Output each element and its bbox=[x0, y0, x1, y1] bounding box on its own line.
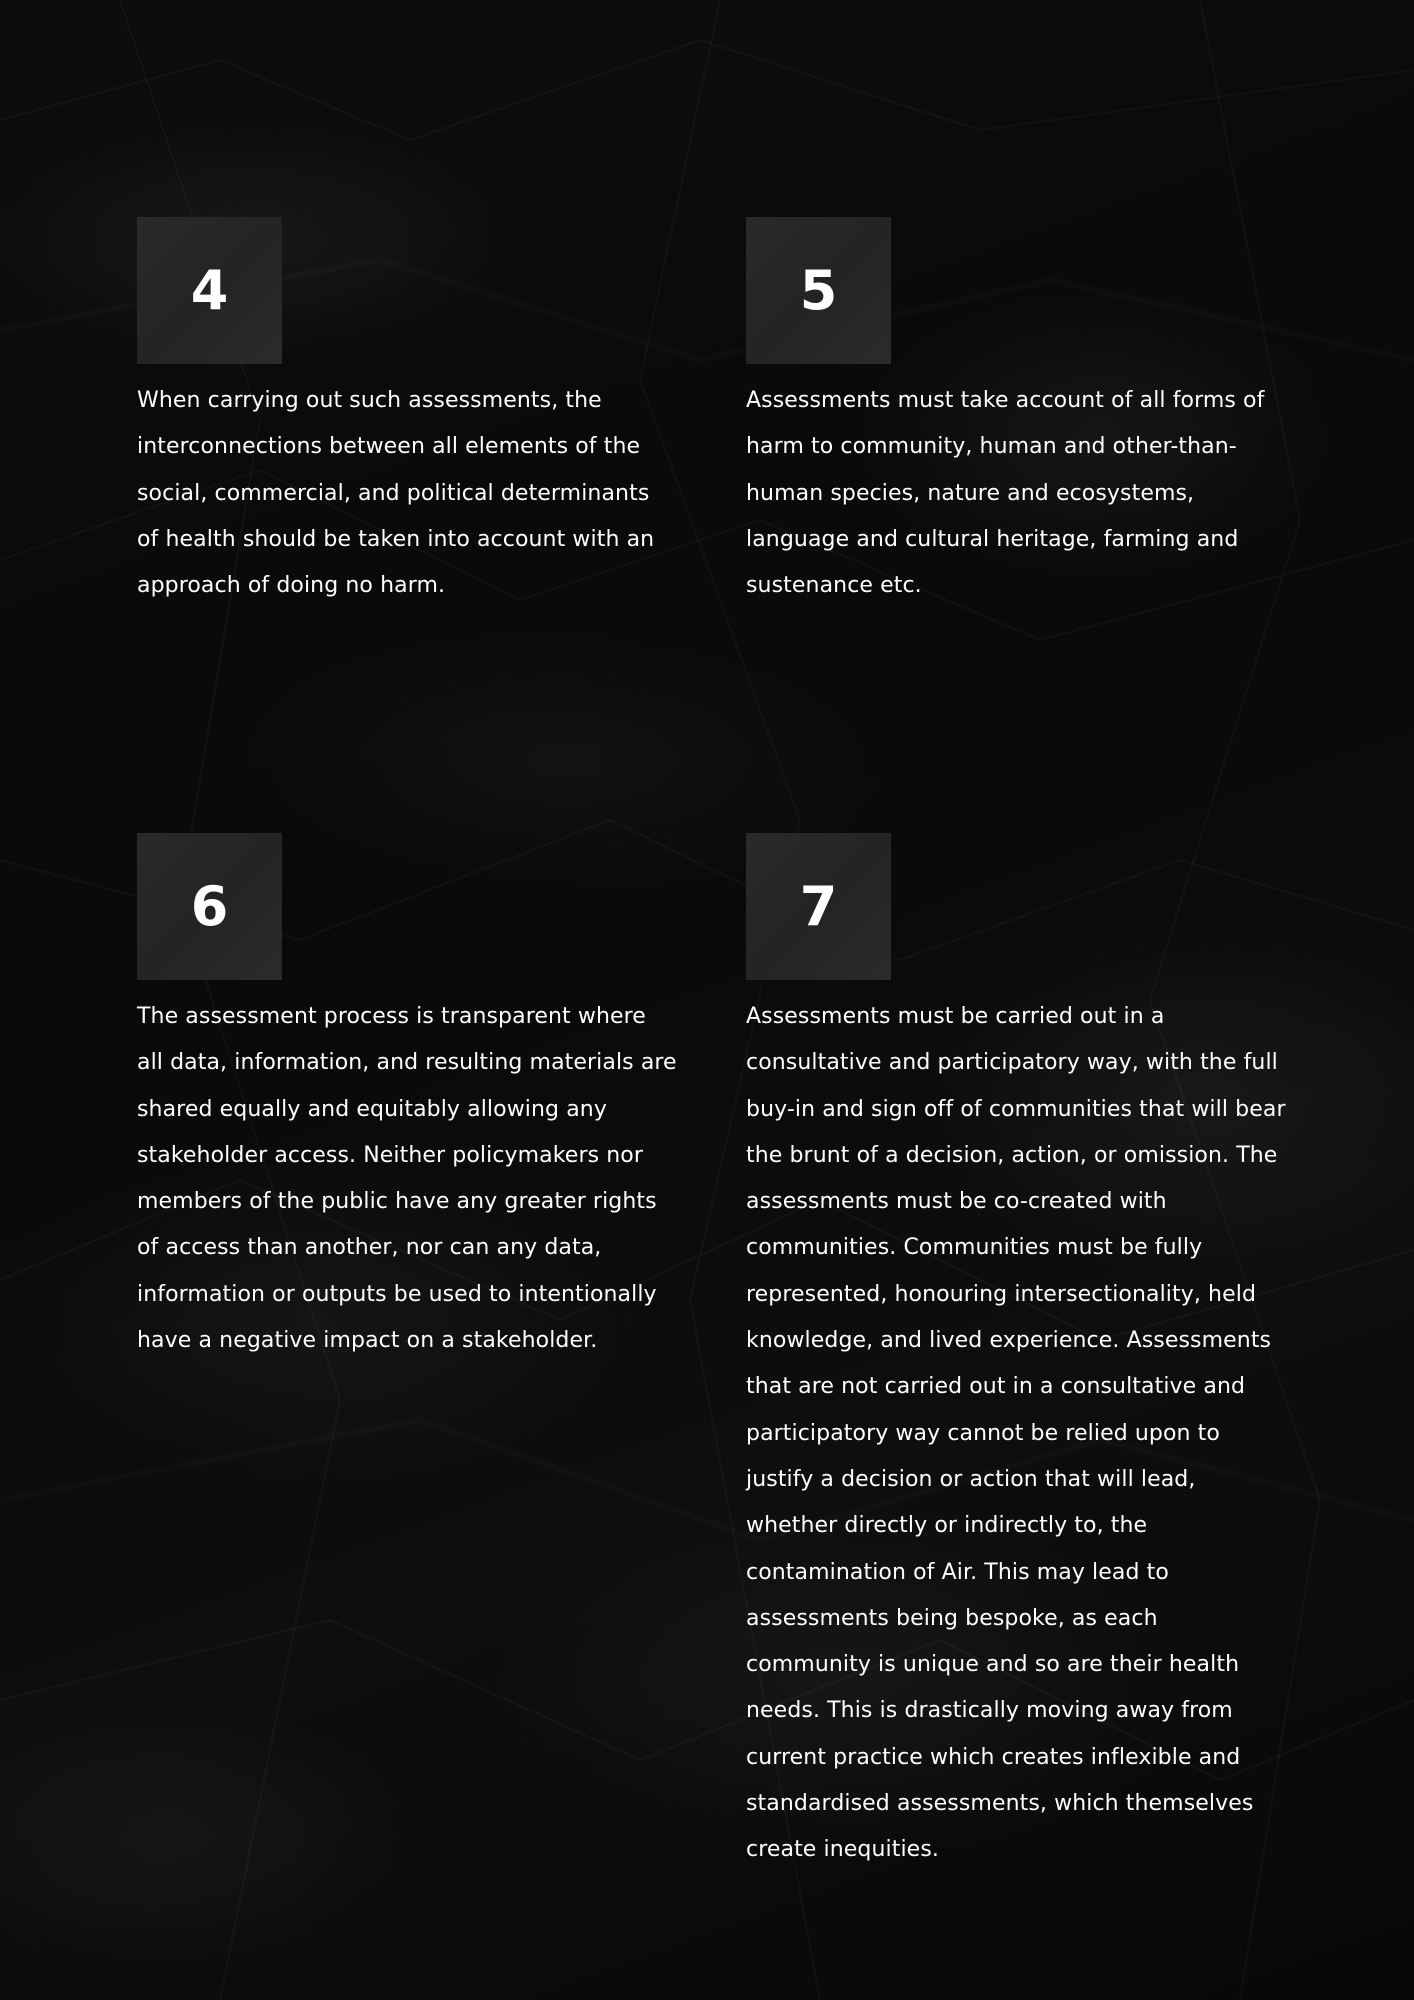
principle-text: When carrying out such assessments, the interconnections between all elements of the social, commercial, and political determinants of health should be taken into account with an approach of doing no harm. bbox=[137, 388, 655, 599]
principle-card-7 bbox=[746, 833, 1286, 1896]
principle-number: 7 bbox=[799, 874, 838, 938]
principle-text: Assessments must be carried out in a consultative and participatory way, with the full buy-in and sign off of communities that will bear the brunt of a decision, action, or omission. The assessments must be co-created with communities. Communities must be fully represented, honouring intersectionality, held knowledge, and lived experience. Assessments that are not carried out in a consultative and participatory way cannot be relied upon to justify a decision or action that will lead, whether directly or indirectly to, the contamination of Air. This may lead to assessments being bespoke, as each community is unique and so are their health needs. This is drastically moving away from current practice which creates inflexible and standardised assessments, which themselves create inequities. bbox=[746, 1004, 1286, 1863]
principle-number: 5 bbox=[799, 258, 838, 322]
principle-text: Assessments must take account of all forms of harm to community, human and other-than-human species, nature and ecosystems, language and cultural heritage, farming and sustenance etc. bbox=[746, 388, 1265, 599]
number-box bbox=[137, 833, 282, 980]
principle-card-4 bbox=[137, 217, 677, 631]
principle-card-5 bbox=[746, 217, 1286, 631]
principle-text: The assessment process is transparent where all data, information, and resulting materials are shared equally and equitably allowing any stakeholder access. Neither policymakers nor members of the public have any greater rights of access than another, nor can any data, information or outputs be used to intentionally have a negative impact on a stakeholder. bbox=[137, 1004, 677, 1354]
principle-number: 4 bbox=[190, 258, 229, 322]
principle-card-6 bbox=[137, 833, 677, 1386]
number-box bbox=[137, 217, 282, 364]
number-box bbox=[746, 217, 891, 364]
number-box bbox=[746, 833, 891, 980]
principle-number: 6 bbox=[190, 874, 229, 938]
